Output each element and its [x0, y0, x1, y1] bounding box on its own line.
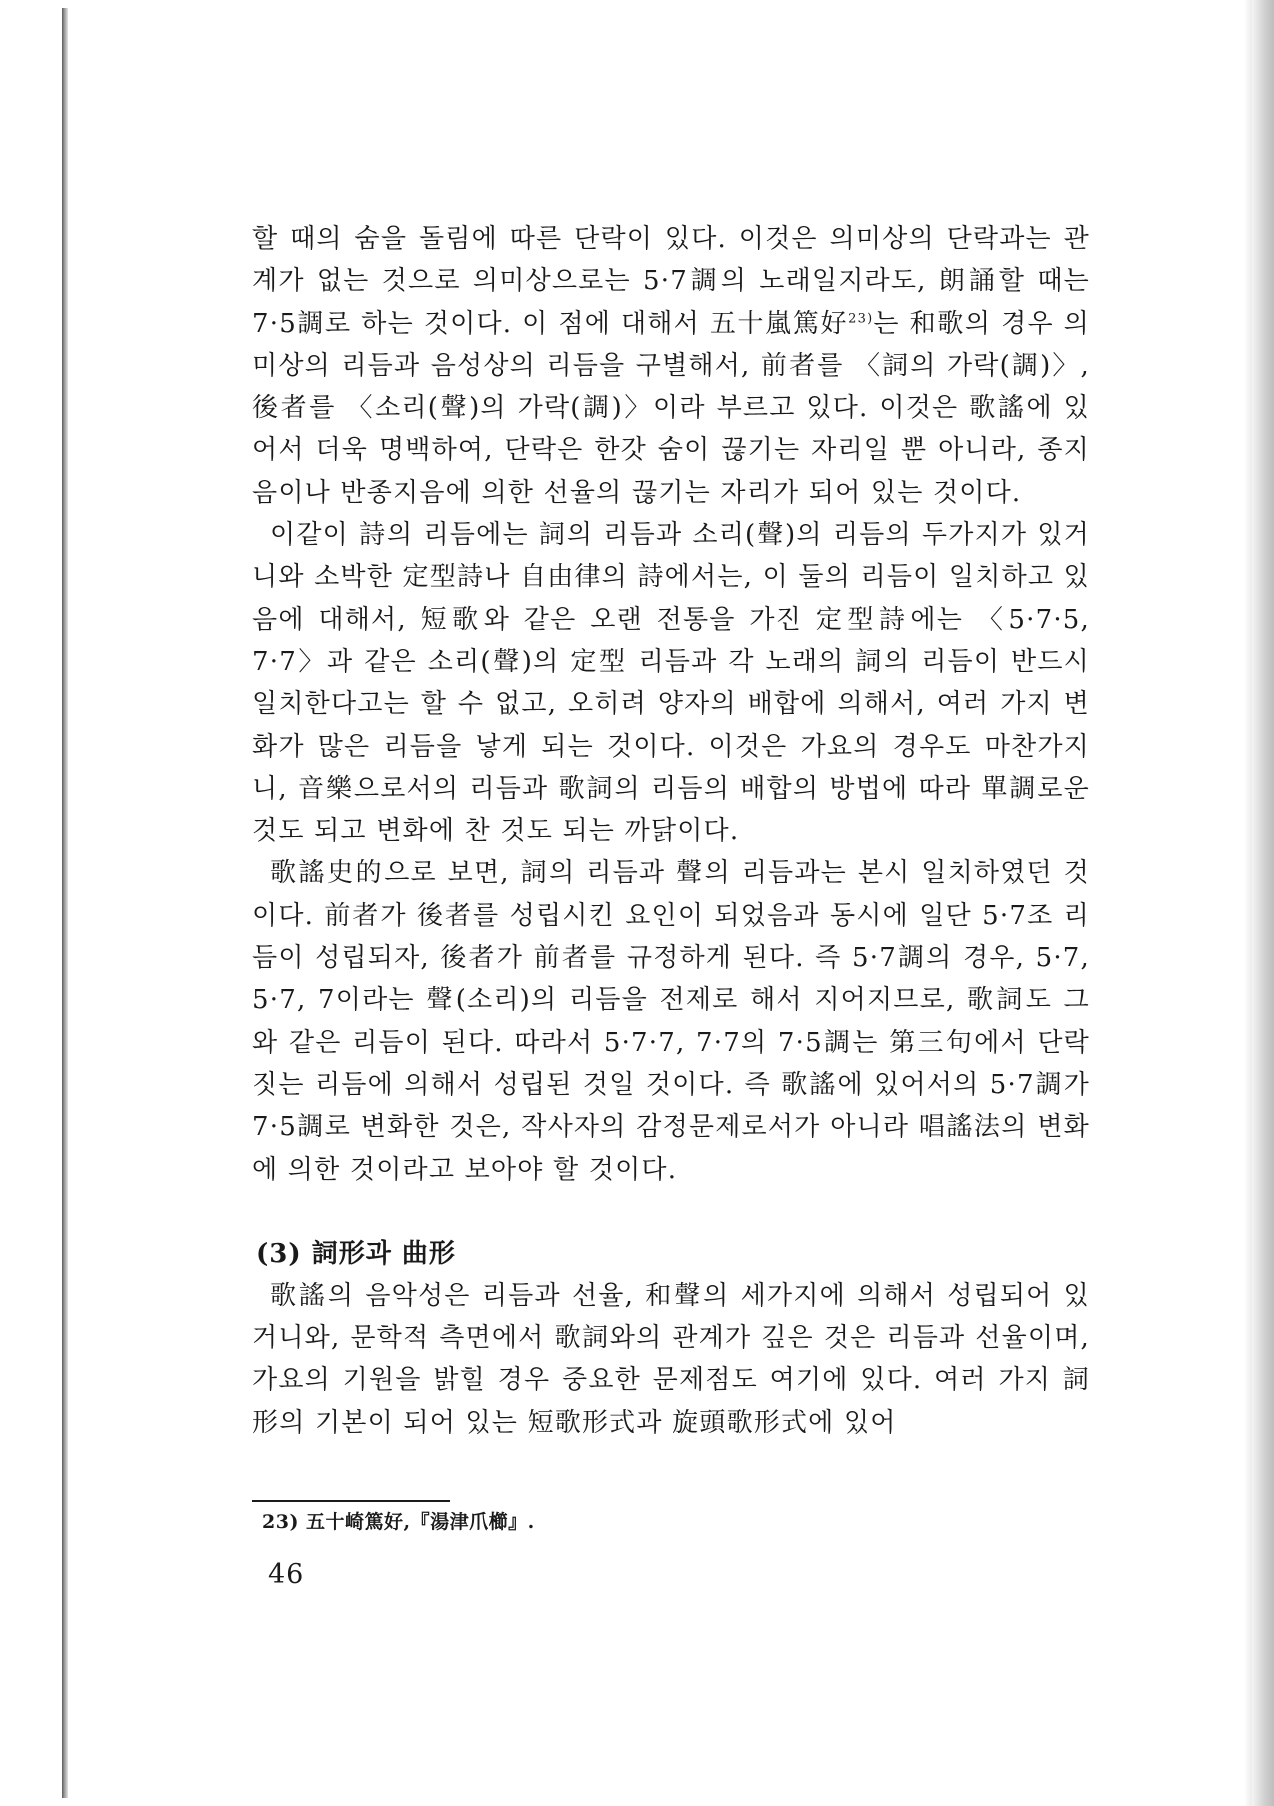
page-binding-edge [62, 8, 68, 1798]
page-right-edge [1252, 0, 1274, 1806]
footnote-ref-23: 23) [848, 310, 874, 326]
paragraph-2: 이같이 詩의 리듬에는 詞의 리듬과 소리(聲)의 리듬의 두가지가 있거니와 소박한 定型詩나 自由律의 詩에서는, 이 둘의 리듬이 일치하고 있음에 대해서, 短歌와 같은 오랜 전통을 가진 定型詩에는 〈5·7·5, 7·7〉과 같은 소리(聲)의 定型 리듬과 각 노래의 詞의 리듬이 반드시 일치한다고는 할 수 없고, 오히려 양자의 배합에 의해서, 여러 가지 변화가 많은 리듬을 낳게 되는 것이다. 이것은 가요의 경우도 마찬가지니, 音樂으로서의 리듬과 歌詞의 리듬의 배합의 방법에 따라 單調로운 것도 되고 변화에 찬 것도 되는 까닭이다. [252, 520, 1090, 847]
section-heading: (3) 詞形과 曲形 [256, 1238, 456, 1269]
paragraph-4: 歌謠의 음악성은 리듬과 선율, 和聲의 세가지에 의해서 성립되어 있거니와, 문학적 측면에서 歌詞와의 관계가 깊은 것은 리듬과 선율이며, 가요의 기원을 밝힐 경우 중요한 문제점도 여기에 있다. 여러 가지 詞形의 기본이 되어 있는 短歌形式과 旋頭歌形式에 있어 [252, 1280, 1090, 1438]
paragraph-1-text: 할 때의 숨을 돌림에 따른 단락이 있다. 이것은 의미상의 단락과는 관계가 없는 것으로 의미상으로는 5·7調의 노래일지라도, 朗誦할 때는 7·5調로 하는 것이다. 이 점에 대해서 五十嵐篤好 [252, 224, 1090, 339]
page-number: 46 [268, 1559, 305, 1590]
paragraph-3: 歌謠史的으로 보면, 詞의 리듬과 聲의 리듬과는 본시 일치하였던 것이다. 前者가 後者를 성립시킨 요인이 되었음과 동시에 일단 5·7조 리듬이 성립되자, 後者가 前者를 규정하게 된다. 즉 5·7調의 경우, 5·7, 5·7, 7이라는 聲(소리)의 리듬을 전제로 해서 지어지므로, 歌詞도 그와 같은 리듬이 된다. 따라서 5·7·7, 7·7의 7·5調는 第三句에서 단락짓는 리듬에 의해서 성립된 것일 것이다. 즉 歌謠에 있어서의 5·7調가 7·5調로 변화한 것은, 작사자의 감정문제로서가 아니라 唱謠法의 변화에 의한 것이라고 보아야 할 것이다. [252, 858, 1090, 1185]
paragraph-1 [252, 218, 1090, 514]
page-right-shadow [1244, 0, 1252, 1806]
paragraph-1-continuation: 는 和歌의 경우 의미상의 리듬과 음성상의 리듬을 구별해서, 前者를 〈詞의 가락(調)〉, 後者를 〈소리(聲)의 가락(調)〉이라 부르고 있다. 이것은 歌謠에 있어서 더욱 명백하여, 단락은 한갓 숨이 끊기는 자리일 뿐 아니라, 종지음이나 반종지음에 의한 선율의 끊기는 자리가 되어 있는 것이다. [252, 308, 1090, 508]
body-text [252, 218, 1090, 1444]
footnote-23: 23) 五十崎篤好,『湯津爪櫛』. [262, 1511, 535, 1533]
footnote-divider [252, 1500, 450, 1502]
